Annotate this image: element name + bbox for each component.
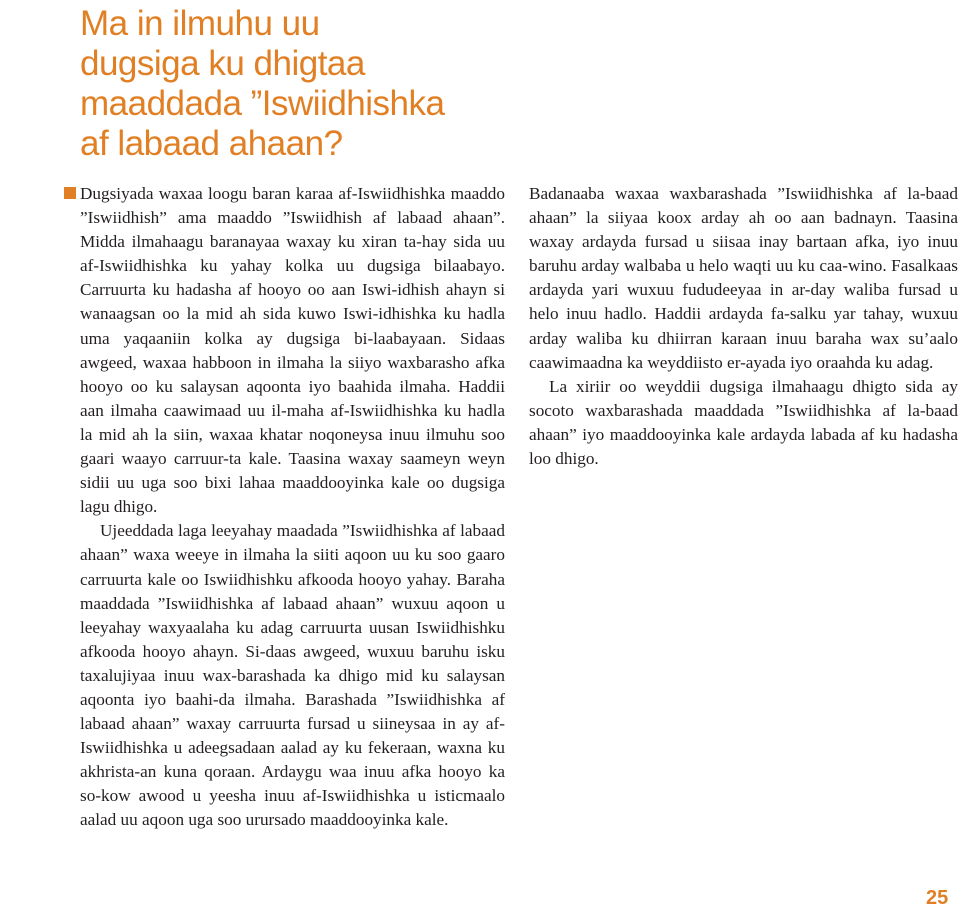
body-paragraph: La xiriir oo weyddii dugsiga ilmahaagu dhigto sida ay socoto waxbarashada maaddada ”Iswiidhishka af la-baad ahaan” iyo maaddooyinka kale ardayda labada af ku hadasha loo dhigo. — [529, 376, 958, 469]
right-text-column — [529, 182, 958, 471]
heading-line: af labaad ahaan? — [80, 124, 343, 163]
body-paragraph: Ujeeddada laga leeyahay maadada ”Iswiidhishka af labaad ahaan” waxa weeye in ilmaha la siiti aqoon uu ku soo gaaro carruurta kale oo Iswiidhishku afkooda hooyo yahay. Baraha maaddada ”Iswiidhishka af labaad ahaan” wuxuu aqoon u leeyahay waxyaalaha ku adag carruurta uusan Iswiidhishku afkooda hooyo ahayn. Si-daas awgeed, wuxuu baruhu isku taxalujiyaa inuu wax-barashada ka dhigo mid ku salaysan aqoonta iyo baahi-da ilmaha. Barashada ”Iswiidhishka af labaad ahaan” waxay carruurta fursad u siineysaa in ay af-Iswiidhishka u adeegsadaan aalad ay ku fekeraan, waxna ku akhrista-an kuna qoraan. Ardaygu waa inuu afka hooyo ka so-kow awood u yeesha inuu af-Iswiidhishka u isticmaalo aalad uu aqoon uga soo urursado maaddooyinka kale. — [80, 521, 505, 830]
body-paragraph: Dugsiyada waxaa loogu baran karaa af-Iswiidhishka maaddo ”Iswiidhish” ama maaddo ”Iswiidhish af labaad ahaan”. Midda ilmahaagu baranayaa waxay ku xiran ta-hay sida uu af-Iswiidhishka ku yahay kolka uu dugsiga bilaabayo. Carruurta ku hadasha af hooyo oo aan Iswi-idhish ahayn si wanaagsan oo la mid ah sida kuwo Iswi-idhishka ku hadla uma yaqaaniin kolka ay dugsiga bi-laabayaan. Sidaas awgeed, waxaa habboon in ilmaha la siiyo waxbarasho afka hooyo oo ku salaysan aqoonta iyo baahida ilmaha. Haddii aan ilmaha caawimaad uu il-maha af-Iswiidhishka ku hadla la mid ah la siin, waxaa khatar noqoneysa inuu ilmuhu soo gaari waayo carruur-ta kale. Taasina waxay saameyn weyn sidii uu uga soo bixi lahaa maaddooyinka kale oo dugsiga lagu dhigo. — [80, 184, 505, 517]
left-text-column — [80, 182, 505, 833]
heading-line: Ma in ilmuhu uu — [80, 4, 320, 43]
heading-line: maaddada ”Iswiidhishka — [80, 84, 445, 123]
accent-square — [64, 187, 76, 199]
heading-line: dugsiga ku dhigtaa — [80, 44, 365, 83]
page-heading — [80, 4, 540, 164]
body-paragraph: Badanaaba waxaa waxbarashada ”Iswiidhishka af la-baad ahaan” la siiyaa koox arday ah oo aan badnayn. Taasina waxay ardayda fursad u siisaa inay bartaan afka, iyo inuu baruhu arday walbaba u helo waqti uu ku caa-wino. Fasalkaas ardayda yari wuxuu fududeeyaa in ar-day waliba fursad u helo inuu hadlo. Haddii ardayda fa-salku yar tahay, wuxuu arday waliba ku dhiirran karaan inuu baraha wax su’aalo caawimaadna ka weyddiisto er-ayada iyo oraahda ku adag. — [529, 184, 958, 372]
page-number: 25 — [926, 887, 949, 909]
